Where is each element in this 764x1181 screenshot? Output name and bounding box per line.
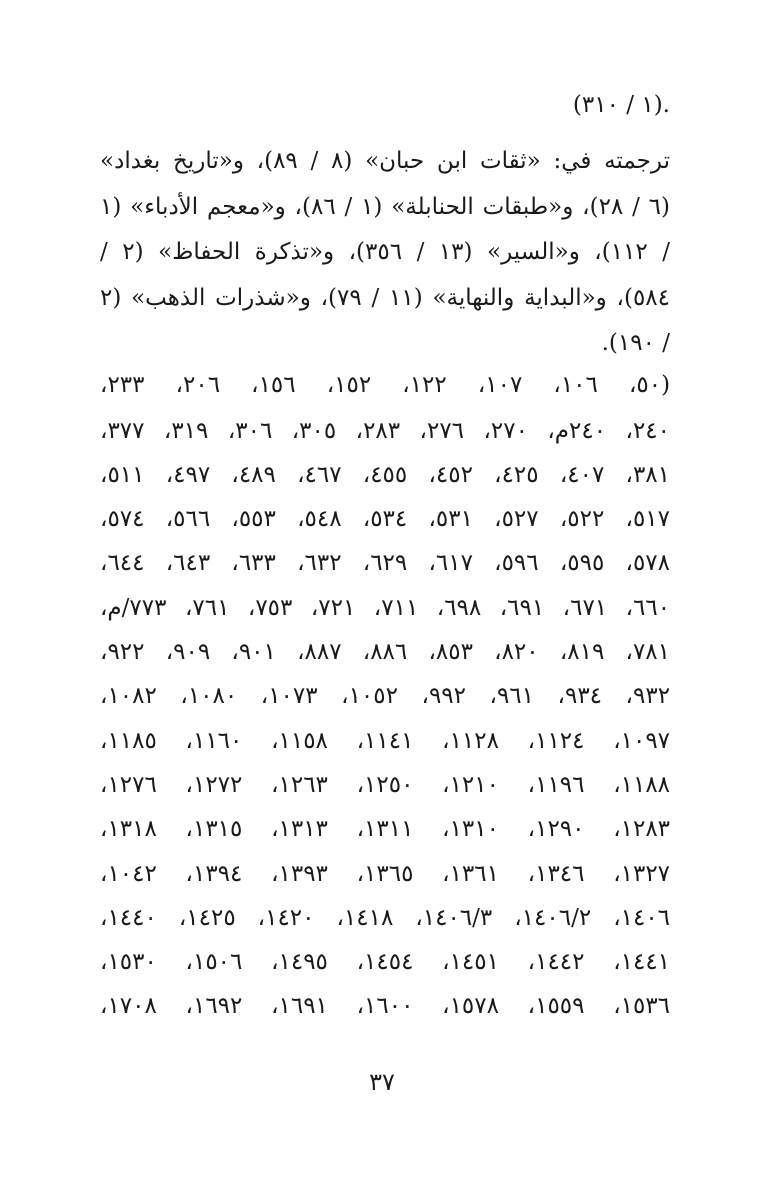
index-line: ١٠٩٧، ١١٢٤، ١١٢٨، ١١٤١، ١١٥٨، ١١٦٠، ١١٨٥، [100, 728, 671, 754]
page-number: ٣٧ [369, 1068, 395, 1096]
sources-line-5: / ١٩٠). [601, 330, 670, 356]
index-line: ٣٨١، ٤٠٧، ٤٢٥، ٤٥٢، ٤٥٥، ٤٦٧، ٤٨٩، ٤٩٧، ٥١١، [100, 462, 670, 488]
index-line: ١٤٠٦، ١٤٠٦/٢، ١٤٠٦/٣، ١٤١٨، ١٤٢٠، ١٤٢٥، ١٤٤٠، [100, 905, 671, 931]
index-line: ٥١٧، ٥٢٢، ٥٢٧، ٥٣١، ٥٣٤، ٥٤٨، ٥٥٣، ٥٦٦، ٥٧٤، [100, 506, 670, 532]
index-line: ٦٦٠، ٦٧١، ٦٩١، ٦٩٨، ٧١١، ٧٢١، ٧٥٣، ٧٦١، ٧٧٣/م، [100, 595, 671, 621]
sources-line-3: / ١١٢)، و«السير» (١٣ / ٣٥٦)، و«تذكرة الحفاظ» (٢ / [100, 239, 671, 265]
index-line: ١٢٨٣، ١٢٩٠، ١٣١٠، ١٣١١، ١٣١٣، ١٣١٥، ١٣١٨، [100, 816, 671, 842]
index-line: ٥٧٨، ٥٩٥، ٥٩٦، ٦١٧، ٦٢٩، ٦٣٢، ٦٣٣، ٦٤٣، ٦٤٤، [100, 550, 670, 576]
index-line: ٩٣٢، ٩٣٤، ٩٦١، ٩٩٢، ١٠٥٢، ١٠٧٣، ١٠٨٠، ١٠٨٢، [100, 683, 671, 709]
index-line: ١٤٤١، ١٤٤٢، ١٤٥١، ١٤٥٤، ١٤٩٥، ١٥٠٦، ١٥٣٠، [100, 949, 671, 975]
index-line: (٥٠، ١٠٦، ١٠٧، ١٢٢، ١٥٢، ١٥٦، ٢٠٦، ٢٣٣، [100, 372, 671, 398]
sources-line-1: ترجمته في: «ثقات ابن حبان» (٨ / ٨٩)، و«تاريخ بغداد» [100, 148, 670, 174]
sources-line-4: ٥٨٤)، و«البداية والنهاية» (١١ / ٧٩)، و«شذرات الذهب» (٢ [100, 285, 671, 311]
index-line: ١٣٢٧، ١٣٤٦، ١٣٦١، ١٣٦٥، ١٣٩٣، ١٣٩٤، ١٠٤٢، [100, 861, 671, 887]
index-line: ١١٨٨، ١١٩٦، ١٢١٠، ١٢٥٠، ١٢٦٣، ١٢٧٢، ١٢٧٦، [100, 772, 671, 798]
index-line: ٧٨١، ٨١٩، ٨٢٠، ٨٥٣، ٨٨٦، ٨٨٧، ٩٠١، ٩٠٩، ٩٢٢، [100, 639, 670, 665]
reference-continuation: .(١ / ٣١٠) [572, 92, 670, 118]
index-line: ١٥٣٦، ١٥٥٩، ١٥٧٨، ١٦٠٠، ١٦٩١، ١٦٩٢، ١٧٠٨، [100, 993, 671, 1019]
sources-line-2: (٦ / ٢٨)، و«طبقات الحنابلة» (١ / ٨٦)، و«معجم الأدباء» (١ [100, 194, 670, 220]
index-line: ٢٤٠، ٢٤٠م، ٢٧٠، ٢٧٦، ٢٨٣، ٣٠٥، ٣٠٦، ٣١٩، ٣٧٧، [100, 418, 670, 444]
